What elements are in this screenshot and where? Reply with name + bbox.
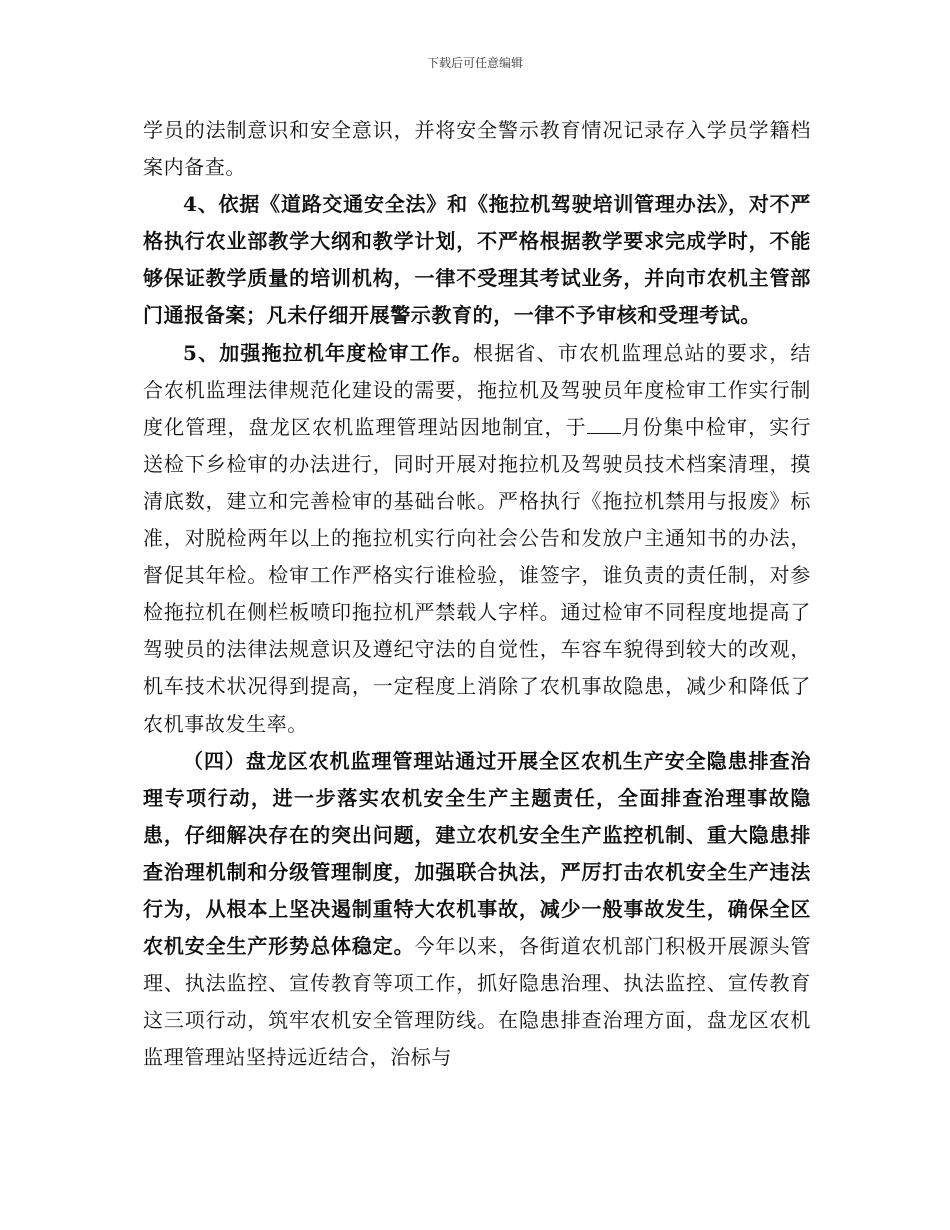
paragraph-2: 4、依据《道路交通安全法》和《拖拉机驾驶培训管理办法》，对不严格执行农业部教学大纲和教学计划，不严格根据教学要求完成学时，不能够保证教学质量的培训机构，一律不受理其考试业务，并向市农机主管部门通报备案；凡未仔细开展警示教育的，一律不予审核和受理考试。 bbox=[143, 192, 811, 328]
document-body bbox=[143, 112, 811, 1076]
paragraph-4 bbox=[143, 743, 811, 1077]
paragraph-4-text: 今年以来，各街道农机部门积极开展源头管理、执法监控、宣传教育等项工作，抓好隐患治理、执法监控、宣传教育这三项行动，筑牢农机安全管理防线。在隐患排查治理方面，盘龙区农机监理管理站坚持远近结合，治标与 bbox=[143, 934, 811, 1070]
paragraph-3-heading: 5、加强拖拉机年度检审工作。 bbox=[183, 340, 474, 365]
paragraph-3-text-b: 月份集中检审，实行送检下乡检审的办法进行，同时开展对拖拉机及驾驶员技术档案清理，摸清底数，建立和完善检审的基础台帐。严格执行《拖拉机禁用与报废》标准，对脱检两年以上的拖拉机实行向社会公告和发放户主通知书的办法，督促其年检。检审工作严格实行谁检验，谁签字，谁负责的责任制，对参检拖拉机在侧栏板喷印拖拉机严禁载人字样。通过检审不同程度地提高了驾驶员的法律法规意识及遵纪守法的自觉性，车容车貌得到较大的改观，机车技术状况得到提高，一定程度上消除了农机事故隐患，减少和降低了农机事故发生率。 bbox=[143, 414, 811, 736]
paragraph-1: 学员的法制意识和安全意识，并将安全警示教育情况记录存入学员学籍档案内备查。 bbox=[143, 118, 811, 180]
paragraph-3-text-a: 根据省、市农机监理总站的要求，结合农机监理法律规范化建设的需要，拖拉机及驾驶员年度检审工作实行制度化管理，盘龙区农机监理管理站因地制宜，于 bbox=[143, 340, 811, 439]
page-header: 下载后可任意编辑 bbox=[426, 56, 523, 70]
paragraph-4-heading: （四）盘龙区农机监理管理站通过开展全区农机生产安全隐患排查治理专项行动，进一步落实农机安全生产主题责任，全面排查治理事故隐患，仔细解决存在的突出问题，建立农机安全生产监控机制、重大隐患排查治理机制和分级管理制度，加强联合执法，严厉打击农机安全生产违法行为，从根本上坚决遏制重特大农机事故，减少一般事故发生，确保全区农机安全生产形势总体稳定。 bbox=[143, 748, 811, 959]
fill-in-blank bbox=[587, 413, 621, 434]
paragraph-3 bbox=[143, 335, 811, 743]
